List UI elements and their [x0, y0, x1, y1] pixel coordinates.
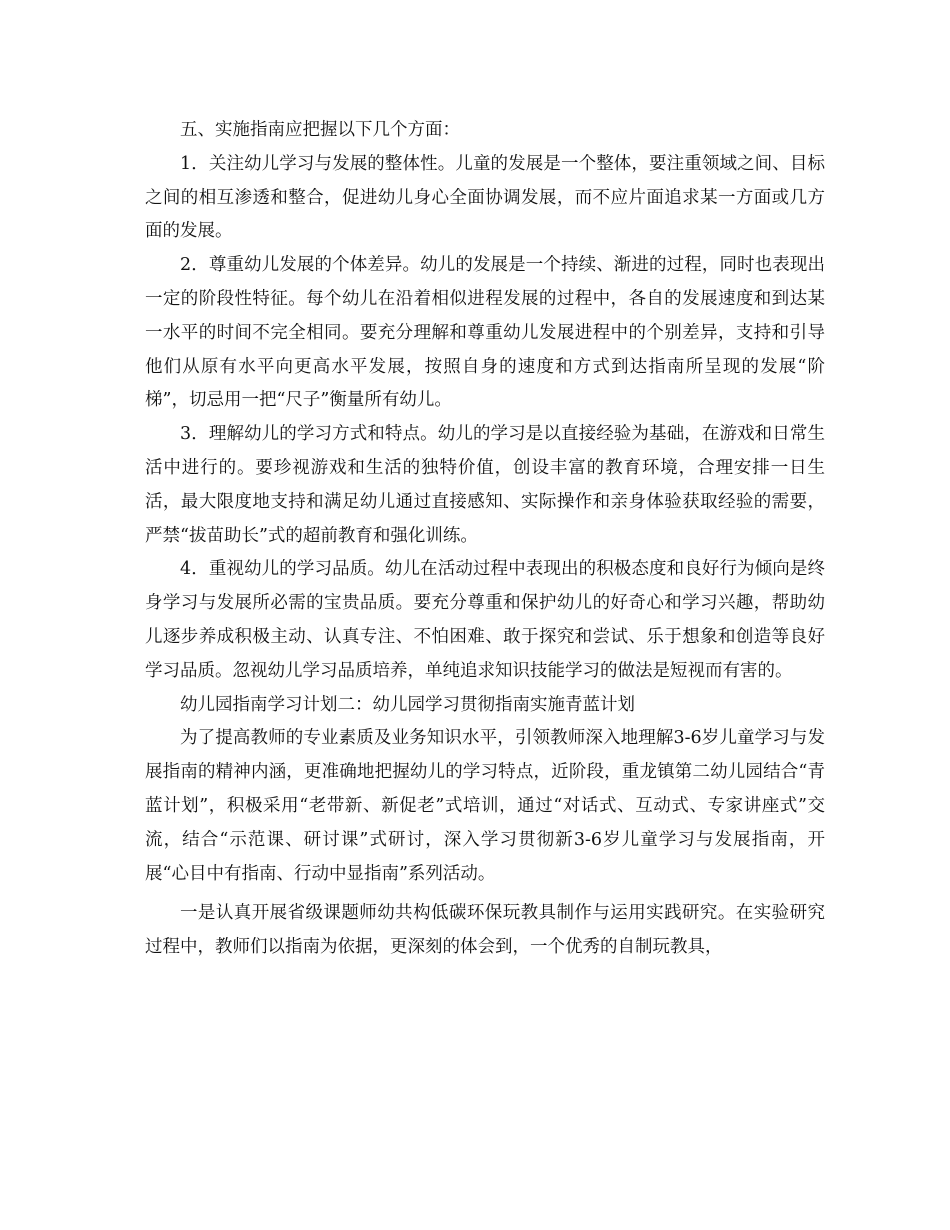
plan-two-heading: 幼儿园指南学习计划二：幼儿园学习贯彻指南实施青蓝计划 [180, 694, 635, 715]
paragraph-first-item: 一是认真开展省级课题师幼共构低碳环保玩教具制作与运用实践研究。在实验研究过程中，教师们以指南为依据，更深刻的体会到，一个优秀的自制玩教具， [145, 903, 825, 958]
section-heading: 五、实施指南应把握以下几个方面： [180, 120, 460, 140]
paragraph-point-1: 1．关注幼儿学习与发展的整体性。儿童的发展是一个整体，要注重领域之间、目标之间的相互渗透和整合，促进幼儿身心全面协调发展，而不应片面追求某一方面或几方面的发展。 [145, 153, 825, 242]
paragraph-point-4: 4．重视幼儿的学习品质。幼儿在活动过程中表现出的积极态度和良好行为倾向是终身学习与发展所必需的宝贵品质。要充分尊重和保护幼儿的好奇心和学习兴趣，帮助幼儿逐步养成积极主动、认真专注、不怕困难、敢于探究和尝试、乐于想象和创造等良好学习品质。忽视幼儿学习品质培养，单纯追求知识技能学习的做法是短视而有害的。 [145, 559, 825, 681]
paragraph-point-3: 3．理解幼儿的学习方式和特点。幼儿的学习是以直接经验为基础，在游戏和日常生活中进行的。要珍视游戏和生活的独特价值，创设丰富的教育环境，合理安排一日生活，最大限度地支持和满足幼儿通过直接感知、实际操作和亲身体验获取经验的需要，严禁“拔苗助长”式的超前教育和强化训练。 [145, 424, 825, 546]
paragraph-point-2: 2．尊重幼儿发展的个体差异。幼儿的发展是一个持续、渐进的过程，同时也表现出一定的阶段性特征。每个幼儿在沿着相似进程发展的过程中，各自的发展速度和到达某一水平的时间不完全相同。要充分理解和尊重幼儿发展进程中的个别差异，支持和引导他们从原有水平向更高水平发展，按照自身的速度和方式到达指南所呈现的发展“阶梯”，切忌用一把“尺子”衡量所有幼儿。 [145, 255, 825, 411]
paragraph-intro: 为了提高教师的专业素质及业务知识水平，引领教师深入地理解3-6岁儿童学习与发展指南的精神内涵，更准确地把握幼儿的学习特点，近阶段，重龙镇第二幼儿园结合“青蓝计划”，积极采用“老带新、新促老”式培训，通过“对话式、互动式、专家讲座式”交流，结合“示范课、研讨课”式研讨，深入学习贯彻新3-6岁儿童学习与发展指南，开展“心目中有指南、行动中显指南”系列活动。 [145, 728, 825, 884]
document-body [145, 114, 825, 965]
